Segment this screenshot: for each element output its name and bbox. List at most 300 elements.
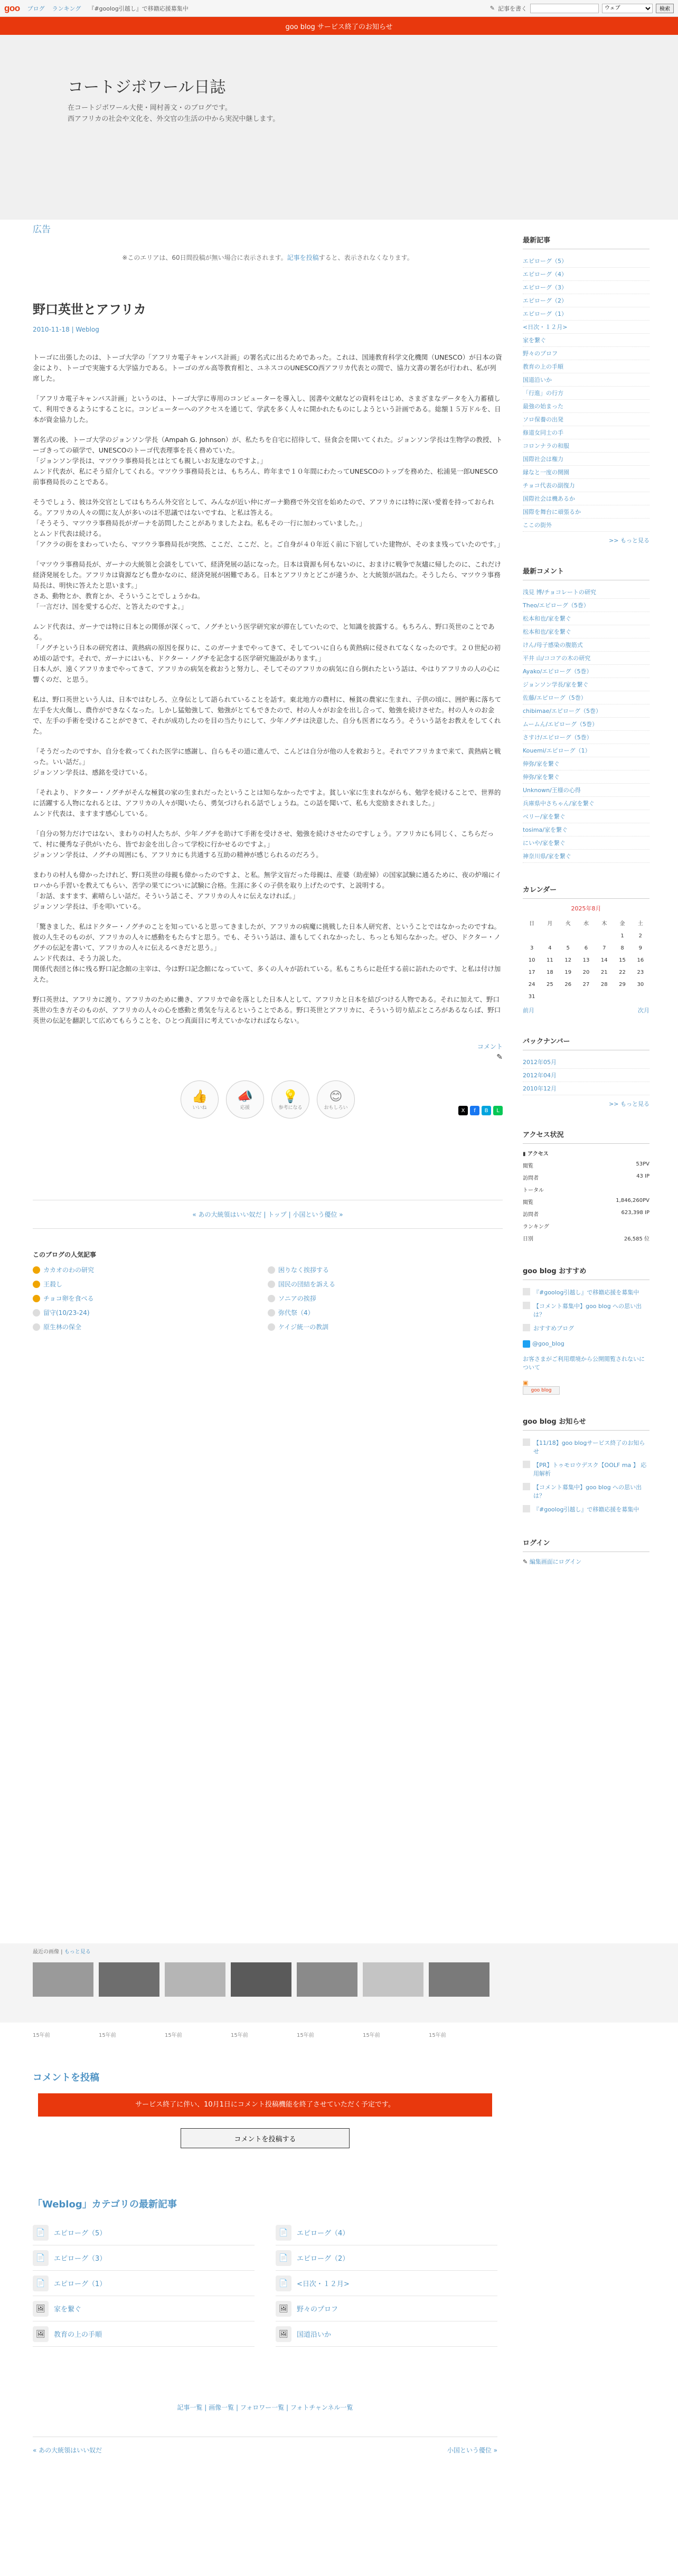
recent-images-title: 最近の画像 — [33, 1949, 59, 1955]
access-row — [523, 1183, 649, 1196]
category-recent-link[interactable]: エピローグ（5） — [54, 2230, 107, 2237]
recommend-item-label: おすすめブログ — [533, 1325, 575, 1332]
comment-section — [33, 2070, 497, 2148]
sidebar-comment-item[interactable]: けん/母子感染の腹筋式 — [523, 638, 649, 652]
popular-item[interactable] — [33, 1294, 268, 1303]
thumbnail-icon — [523, 1483, 530, 1490]
thumbnail-icon — [523, 1324, 530, 1331]
popular-item[interactable] — [33, 1280, 268, 1289]
notice-item-label: 【11/18】goo blogサービス終了のお知らせ — [533, 1440, 645, 1455]
popular-posts-title: このブログの人気記事 — [33, 1251, 97, 1258]
sidebar-notices-title: goo blog お知らせ — [523, 1416, 649, 1431]
image-icon: 🖼 — [33, 2326, 49, 2342]
comment-link[interactable]: コメント — [477, 1043, 503, 1050]
post-paragraph: 野口英世は、アフリカに渡り、アフリカのために働き、アフリカで命を落とした日本人として、アフリカと日本を結びつける人物である。それに加えて、野口英世の生き方そのものが、アフリカの人々の心を感動と勇気を与えるということである。野口英世とアフリカに、そういう切り結ぶところがあるならば、野口英世の伝記を翻訳して広めてもらうことを、ひとつ真面目に考えていかなければならない。 — [33, 995, 501, 1024]
calendar-day — [577, 930, 595, 942]
popular-item[interactable] — [268, 1265, 503, 1274]
post-paragraph: 「驚きました、私はドクター・ノグチのことを知っていると思ってきましたが、アフリカの病魔に挑戦した日本人研究者、ということではなかったのですね。彼の人生そのものが、アフリカの人々に感動をもたらすと思う。でも、そういう話は、誰もしてくれなかったし、ちっとも知らなかった。ぜひ、ドクター・ノグチの伝記を書いて、アフリカの人々に伝えるべきだと思う。」 ムンド代表は、そう力説した。 関係代表団と体に残る野口記念館の主宰は、今は野口記念館になっていて、多くの人々が訪れている。私もこちらに赴任する前に訪れたのです、と私は付け加えた。 — [33, 923, 501, 983]
recent-image-thumb[interactable] — [165, 1962, 225, 1997]
reaction-label: 応援 — [240, 1105, 250, 1111]
calendar-day[interactable]: 17 — [528, 970, 535, 975]
notice-item[interactable] — [523, 1436, 649, 1458]
comment-section-title: コメントを投稿 — [33, 2072, 99, 2083]
sidebar-recommend-list — [523, 1285, 649, 1335]
image-icon: 🖼 — [276, 2301, 291, 2317]
notice-item-label: 『#goolog引越し』で移籍応援を募集中 — [533, 1506, 639, 1513]
popular-item-link[interactable]: ケイジ統一の教訓 — [278, 1323, 329, 1331]
popular-item[interactable] — [33, 1308, 268, 1317]
recommend-item-label: 【コメント募集中】goo blog への思い出は？ — [533, 1303, 642, 1318]
x-share-icon[interactable]: X — [458, 1106, 468, 1115]
calendar-day[interactable]: 28 — [600, 982, 608, 988]
sidebar-recommend-title: goo blog おすすめ — [523, 1265, 649, 1280]
popular-item[interactable] — [33, 1265, 268, 1274]
calendar-day[interactable]: 21 — [600, 970, 608, 975]
sidebar-notices — [523, 1416, 649, 1516]
blog-description-line: 在コートジボワール大使・岡村善文・のブログです。 — [68, 104, 232, 112]
reaction-helpful-button[interactable] — [271, 1080, 309, 1118]
image-icon: 🖼 — [276, 2326, 291, 2342]
rss-icon: ▣ — [523, 1379, 529, 1386]
thumbs-up-icon: 👍 — [192, 1088, 208, 1104]
access-row-label: 日別 — [523, 1236, 533, 1242]
sidebar-comment-item[interactable]: 伸弥/家を繋ぐ — [523, 770, 649, 784]
post-paragraph: 「マツウラ事務局長が、ガーナの大統領と会談をしていて、経済発展の話になった。日本は資源も何もないのに、おまけに戦争で灰燼に帰したのに、これだけ経済発展をした。アフリカは資源なども豊かなのに、経済発展が困難である。日本とアフリカとどこが違うか、と大統領が訊ねた。そうしたら、マツウラ事務局長は、明快に答えたと思います。」 さあ、動物とか、教育とか、そういうことでしょうかね。 「一言だけ、国を愛する心だ、と答えたのですよ。」 — [33, 560, 501, 610]
calendar-day[interactable]: 10 — [528, 957, 535, 963]
popular-item[interactable] — [268, 1280, 503, 1289]
calendar-month: 2025年8月 — [571, 905, 601, 912]
write-post-link[interactable]: 記事を書く — [498, 5, 527, 12]
reaction-label: おもしろい — [324, 1105, 348, 1111]
access-row-label: ランキング — [523, 1224, 549, 1230]
calendar-day[interactable]: 6 — [584, 945, 588, 951]
access-row-label: 訪問者 — [523, 1212, 539, 1218]
recent-images-thumbs — [33, 1962, 489, 1997]
nav-blog[interactable]: ブログ — [27, 5, 45, 12]
footer-links: 記事一覧 | 画像一覧 | フォロワー一覧 | フォトチャンネル一覧 — [177, 2404, 353, 2411]
sidebar-comment-item[interactable]: にいや/家を繋ぐ — [523, 836, 649, 850]
nav-ranking[interactable]: ランキング — [52, 5, 81, 12]
footer-next-link[interactable]: 小国という優位 » — [447, 2447, 497, 2454]
blog-description-line: 西アフリカの社会や文化を、外交官の生活の中から実況中継します。 — [68, 115, 280, 123]
calendar-day[interactable]: 19 — [564, 970, 572, 975]
sidebar-recent-list — [523, 255, 649, 532]
thumbnail-icon — [523, 1288, 530, 1295]
blog-header — [0, 35, 678, 220]
sidebar-notices-list — [523, 1436, 649, 1516]
hatena-share-icon[interactable]: B — [482, 1106, 491, 1115]
calendar-weekday: 日 — [529, 921, 535, 927]
footer-link-posts[interactable]: 記事一覧 — [177, 2404, 203, 2411]
blog-description — [68, 102, 279, 125]
sidebar-recent-item[interactable]: エピローグ（1） — [523, 307, 649, 321]
megaphone-icon: 📣 — [237, 1088, 253, 1104]
calendar-day — [559, 930, 577, 942]
sidebar-comment-item[interactable]: Ayako/エピローグ（5巻） — [523, 665, 649, 678]
popular-item[interactable] — [268, 1294, 503, 1303]
document-icon: 📄 — [276, 2225, 291, 2241]
recent-image-thumb[interactable] — [231, 1962, 291, 1997]
calendar-day[interactable]: 11 — [547, 957, 553, 963]
sidebar-recent-item[interactable]: 国際を舞台に頑張るか — [523, 505, 649, 519]
calendar-weekday: 金 — [619, 921, 625, 927]
smile-icon: 😊 — [329, 1088, 343, 1104]
document-icon: 📄 — [276, 2276, 291, 2291]
post-paragraph: ムンド代表は、ガーナでは特に日本との関係が深くって、ノグチという医学研究家が滞在していたので、と知識を披露する。もちろん、野口英世のことである。 「ノグチという日本の研究者は、黄熱病の原因を探りに、このガーナまでやってきて、そしてついに自らも黄熱病に侵されてなくなったのです。２０世紀の初め頃の話です。それで、ガーナにはいも、ドクター・ノグチを記念する医学研究施設があります。」 日本人が、遠くアフリカまでやってきて、アフリカの病気を救おうと努力し、そしてそのアフリカの病気に自ら倒れたという話は、やはりアフリカの人の心に響くのだ、と思う。 — [33, 623, 501, 683]
topbar-right — [490, 4, 674, 13]
category-recent-posts — [33, 2197, 497, 2347]
blog-title[interactable]: コートジボワール日誌 — [68, 78, 226, 97]
reaction-funny-button[interactable] — [317, 1080, 355, 1118]
guide-text[interactable]: お客さまがご利用環境から公開閲覧されないについて — [523, 1356, 645, 1371]
calendar-day[interactable]: 31 — [528, 994, 535, 1000]
access-label — [523, 1149, 649, 1157]
rank-icon — [33, 1323, 40, 1331]
calendar-weekday: 木 — [601, 921, 607, 927]
category-recent-item[interactable] — [276, 2220, 497, 2245]
popular-item-link[interactable]: 国民の団結を訴える — [278, 1281, 336, 1288]
category-recent-item[interactable] — [276, 2271, 497, 2296]
calendar-table — [523, 916, 649, 1003]
category-recent-link[interactable]: エピローグ（1） — [54, 2280, 107, 2288]
recent-image-thumb[interactable] — [33, 1962, 93, 1997]
thumb-caption: 15年前 — [231, 2033, 248, 2038]
sidebar-recent-item[interactable]: 家を繋ぐ — [523, 334, 649, 347]
post-pager: « あの大統領はいい奴だ | トップ | 小国という優位 » — [33, 1200, 503, 1229]
calendar-day — [595, 991, 613, 1003]
category-recent-link[interactable]: エピローグ（4） — [297, 2230, 350, 2237]
sidebar-recent-more[interactable]: >> もっと見る — [609, 537, 649, 544]
nav-goolog-campaign[interactable]: 『#goolog引越し』で移籍応援募集中 — [88, 5, 189, 12]
sidebar-comment-item[interactable]: 神奈川県/家を繋ぐ — [523, 850, 649, 863]
sidebar-comment-item[interactable]: 平井 山/ココアの木の研究 — [523, 652, 649, 665]
calendar-day[interactable]: 27 — [582, 982, 590, 988]
document-icon: 📄 — [276, 2250, 291, 2266]
category-recent-item[interactable] — [276, 2296, 497, 2321]
reaction-cheer-button[interactable] — [226, 1080, 264, 1118]
notice-item[interactable] — [523, 1502, 649, 1516]
sidebar-recent-item[interactable]: 国際社会は機あるか — [523, 492, 649, 505]
login-link[interactable]: 編集画面にログイン — [529, 1558, 582, 1565]
facebook-share-icon[interactable]: f — [470, 1106, 479, 1115]
sidebar-comment-item[interactable]: Unknown/王様の心得 — [523, 784, 649, 797]
category-recent-link[interactable]: 家を繋ぐ — [54, 2306, 82, 2314]
crown-icon — [33, 1266, 40, 1274]
thumbnail-icon — [523, 1505, 530, 1512]
post-paragraph: 「それより、ドクター・ノグチがそんな極貧の家の生まれだったということは知らなかったですよ。貧しい家に生まれながらも、勉学を続けることで、世界的に活躍する人物になれるとは、アフリカの人々が聞いたら、勇気づけられる話でしょうね。この話を聞いて、私も大変励まされました。」 ムンド代表は、ますます感心している。 — [33, 788, 501, 817]
calendar-day[interactable]: 24 — [528, 982, 535, 988]
category-recent-link[interactable]: 国道沿いか — [297, 2331, 332, 2339]
post-paragraph: そうでしょう、彼は外交官としてはもちろん外交官として、みんなが近い仲にガーナ勤務で外交官を始めたので、アフリカには特に深い愛着を持っておられる。アフリカの人々の間に友人が多いのは不思議ではないですね、と私は答える。 「そうそう、マツウラ事務局長がガーナを訪問したことがありましたよね。私もその一行に加わっていました。」 とムンド代表は続ける。 「アクラの街をまわっていたら、マツウラ事務局長が突然、ここだ、ここだ、と。ご自身が４０年近く前に下宿していた建物が、そのまま残っていたのです。」 — [33, 498, 504, 548]
sidebar-backnumber — [523, 1036, 649, 1108]
bar-chart-icon: ▮ — [523, 1151, 526, 1157]
post-comment-button[interactable]: コメントを投稿する — [181, 2128, 350, 2148]
calendar-day[interactable]: 15 — [619, 957, 626, 963]
top-navbar — [0, 0, 678, 17]
calendar-weekday: 土 — [637, 921, 643, 927]
sidebar-comment-item[interactable]: ジョンソン学長/家を繋ぐ — [523, 678, 649, 691]
calendar-day[interactable]: 4 — [548, 945, 552, 951]
sidebar-comment-item[interactable]: Theo/エピローグ（5巻） — [523, 599, 649, 612]
category-recent-item[interactable] — [33, 2271, 255, 2296]
sidebar-backnumber-item[interactable]: 2012年05月 — [523, 1056, 649, 1069]
calendar-day[interactable]: 13 — [582, 957, 590, 963]
sidebar-login — [523, 1537, 649, 1566]
popular-item-link[interactable]: 王殺し — [43, 1281, 63, 1288]
popular-item[interactable] — [268, 1308, 503, 1317]
calendar-day — [523, 930, 541, 942]
category-recent-link[interactable]: <日次・１２月> — [297, 2280, 350, 2288]
pencil-icon: ✎ — [523, 1558, 528, 1565]
calendar-week-row — [523, 930, 649, 942]
sidebar-calendar-title: カレンダー — [523, 884, 649, 899]
sidebar-comment-item[interactable]: 佐藤/エピローグ（5巻） — [523, 691, 649, 704]
rank-icon — [33, 1309, 40, 1317]
calendar-day[interactable]: 23 — [637, 970, 644, 975]
sidebar-recent-item[interactable]: 教育の上の手順 — [523, 360, 649, 373]
sidebar-backnumber-item[interactable]: 2010年12月 — [523, 1082, 649, 1095]
calendar-nav — [523, 1006, 649, 1014]
category-recent-item[interactable] — [33, 2296, 255, 2321]
sidebar-access — [523, 1129, 649, 1244]
sidebar-recent-item[interactable]: 「行進」の行方 — [523, 387, 649, 400]
calendar-prev-link[interactable]: 前月 — [523, 1007, 534, 1014]
calendar-day[interactable]: 1 — [620, 933, 624, 939]
post-category-link[interactable]: Weblog — [76, 326, 99, 333]
calendar-day[interactable]: 5 — [566, 945, 570, 951]
service-end-notice[interactable] — [0, 17, 678, 35]
sidebar-comment-item[interactable]: 松本和也/家を繋ぐ — [523, 612, 649, 625]
popular-item-link[interactable]: 困りなく挨拶する — [278, 1266, 329, 1274]
calendar-day[interactable]: 20 — [582, 970, 590, 975]
category-recent-item[interactable] — [276, 2245, 497, 2271]
search-input[interactable] — [530, 4, 599, 13]
calendar-day[interactable]: 9 — [638, 945, 643, 951]
sidebar-recent-item[interactable]: ここの街外 — [523, 519, 649, 532]
calendar-day — [559, 991, 577, 1003]
sidebar-comment-item[interactable]: ベリー/家を繋ぐ — [523, 810, 649, 823]
sidebar-backnumber-title: バックナンバー — [523, 1036, 649, 1050]
pencil-icon: ✎ — [489, 5, 495, 12]
calendar-week-row — [523, 979, 649, 991]
calendar-day[interactable]: 2 — [638, 933, 643, 939]
sidebar-recent-item[interactable]: エピローグ（3） — [523, 281, 649, 294]
calendar-day[interactable]: 25 — [547, 982, 553, 988]
ad-note-post-link[interactable]: 記事を投稿 — [287, 254, 319, 261]
calendar-day[interactable]: 14 — [600, 957, 608, 963]
access-row-label: 閲覧 — [523, 1163, 533, 1169]
sidebar-comment-item[interactable]: tosima/家を繋ぐ — [523, 823, 649, 836]
sidebar-recent-item[interactable]: 修道女同士の手 — [523, 426, 649, 439]
post-body — [33, 352, 503, 1026]
category-recent-item[interactable] — [33, 2321, 255, 2347]
calendar-day — [541, 991, 559, 1003]
category-recent-link[interactable]: エピローグ（2） — [297, 2255, 350, 2263]
footer-link-followers[interactable]: フォロワー一覧 — [240, 2404, 285, 2411]
share-buttons — [33, 1106, 503, 1115]
thumb-caption: 15年前 — [363, 2033, 380, 2038]
notice-item[interactable] — [523, 1480, 649, 1502]
category-recent-item[interactable] — [276, 2321, 497, 2347]
sidebar-recent-item[interactable]: コロンナラの和服 — [523, 439, 649, 453]
image-icon: 🖼 — [33, 2301, 49, 2317]
rank-icon — [268, 1281, 275, 1288]
category-recent-link[interactable]: 教育の上の手順 — [54, 2331, 102, 2339]
sidebar-recent-item[interactable]: 縁なと一度の開園 — [523, 466, 649, 479]
calendar-week-row — [523, 966, 649, 979]
recommend-item[interactable] — [523, 1285, 649, 1299]
recent-images-header: 最近の画像 | もっと見る — [33, 1949, 91, 1955]
access-row — [523, 1208, 649, 1220]
calendar-day[interactable]: 22 — [619, 970, 626, 975]
sidebar-backnumber-more[interactable]: >> もっと見る — [609, 1101, 649, 1107]
document-icon: 📄 — [33, 2276, 49, 2291]
category-recent-link[interactable]: エピローグ（3） — [54, 2255, 107, 2263]
popular-item-link[interactable]: ソニアの挨拶 — [278, 1295, 316, 1302]
access-row-label: 閲覧 — [523, 1200, 533, 1206]
calendar-week-row — [523, 991, 649, 1003]
calendar-week-row — [523, 954, 649, 966]
popular-posts-grid — [33, 1265, 503, 1331]
post-title[interactable]: 野口英世とアフリカ — [33, 302, 146, 317]
sidebar-comment-item[interactable]: chibimae/エピローグ（5巻） — [523, 704, 649, 718]
calendar-weekday: 月 — [547, 921, 553, 927]
sidebar-recent-item[interactable]: エピローグ（4） — [523, 268, 649, 281]
sidebar-comment-item[interactable]: 伸弥/家を繋ぐ — [523, 757, 649, 770]
sidebar-recent-item[interactable]: チョコ代表の副復力 — [523, 479, 649, 492]
edit-pencil-icon[interactable]: ✎ — [496, 1053, 503, 1061]
thumb-caption: 15年前 — [297, 2033, 314, 2038]
recent-image-thumb[interactable] — [99, 1962, 159, 1997]
category-recent-item[interactable] — [33, 2220, 255, 2245]
reaction-like-button[interactable] — [181, 1080, 219, 1118]
recent-images-more-link[interactable]: もっと見る — [64, 1949, 91, 1955]
line-share-icon[interactable]: L — [493, 1106, 503, 1115]
sidebar-comment-item[interactable]: 浅見 博/チョコレートの研究 — [523, 586, 649, 599]
sidebar-recent-item[interactable]: 国道沿いか — [523, 373, 649, 387]
service-end-notice-text: goo blog サービス終了のお知らせ — [285, 23, 393, 31]
next-post-link[interactable]: 小国という優位 » — [293, 1211, 343, 1218]
recent-image-thumb[interactable] — [297, 1962, 357, 1997]
calendar-day[interactable]: 30 — [637, 982, 644, 988]
sidebar-comment-item[interactable]: 松本和也/家を繋ぐ — [523, 625, 649, 638]
sidebar-recent-item[interactable]: 最強の始まった — [523, 400, 649, 413]
popular-item[interactable] — [268, 1322, 503, 1331]
calendar-day[interactable]: 12 — [564, 957, 572, 963]
post-paragraph: 「アフリカ電子キャンパス計画」というのは、トーゴ大学に専用のコンピューターを導入し、図書や文献などの資料をはじめ、さまざまなデータを入力蓄積して、利用できるようにすることに。コンピューターへのアクセスを通じて、学武を多く人々に開かれたものにしようという計画である。総額１５万ドルを、日本が資金協力した。 — [33, 394, 501, 424]
sidebar-comment-item[interactable]: Kouemi/エピローグ（1） — [523, 744, 649, 757]
sidebar-recommend — [523, 1265, 649, 1395]
popular-posts — [33, 1250, 503, 1331]
search-scope-select[interactable] — [602, 4, 653, 13]
popular-item-link[interactable]: チョコ卵を食べる — [43, 1295, 94, 1302]
calendar-day[interactable]: 18 — [547, 970, 553, 975]
post-paragraph: まわりの村人も偉かったけれど、野口英世の母親も偉かったのですよ、と私。無学文盲だった母親は、産婆（助産婦）の国家試験に通るために、夜の炉端にイロハから手習いを教えてもらい、苦学の果てについに試験に合格。生涯に多くの子供を取り上げたのです、と説明する。 「お話、ますます、素晴らしい話だ。そういう話こそ、アフリカの人々に伝えなければ。」 ジョンソン学長は、手を叩いている。 — [33, 871, 502, 910]
calendar-weekday: 火 — [565, 921, 571, 927]
sidebar-recent-item[interactable]: エピローグ（5） — [523, 255, 649, 268]
sidebar-recent-item[interactable]: <日次・１２月> — [523, 321, 649, 334]
thumbnail-icon — [523, 1439, 530, 1446]
calendar-day — [613, 991, 631, 1003]
calendar-next-link[interactable]: 次月 — [638, 1007, 649, 1014]
main-column — [33, 222, 503, 1331]
category-recent-title: 「Weblog」カテゴリの最新記事 — [33, 2199, 177, 2210]
sidebar-recent-item[interactable]: 野々のプロフ — [523, 347, 649, 360]
popular-item-link[interactable]: 弥代祭（4） — [278, 1309, 314, 1317]
crown-icon — [33, 1295, 40, 1302]
thumbnail-icon — [523, 1461, 530, 1468]
footer-pager — [33, 2437, 497, 2455]
notice-item[interactable] — [523, 1458, 649, 1480]
access-row-value: 53PV — [636, 1161, 649, 1167]
ad-note — [33, 253, 503, 262]
reaction-label: いいね — [192, 1105, 207, 1111]
sidebar-access-title: アクセス状況 — [523, 1129, 649, 1144]
recommend-item[interactable] — [523, 1321, 649, 1335]
thumb-caption: 15年前 — [429, 2033, 446, 2038]
recommend-item[interactable] — [523, 1299, 649, 1321]
footer-link-photochannels[interactable]: フォトチャンネル一覧 — [290, 2404, 353, 2411]
access-row-value: 26,585 位 — [624, 1236, 649, 1242]
sidebar-backnumber-item[interactable]: 2012年04月 — [523, 1069, 649, 1082]
mini-banner[interactable]: goo blog — [523, 1386, 560, 1395]
calendar-day[interactable]: 29 — [619, 982, 626, 988]
document-icon: 📄 — [33, 2250, 49, 2266]
calendar-day[interactable]: 8 — [620, 945, 624, 951]
top-link[interactable]: トップ — [268, 1211, 287, 1218]
reaction-label: 参考になる — [278, 1105, 303, 1111]
twitter-link[interactable]: @goo_blog — [532, 1340, 564, 1347]
sidebar-comments-title: 最新コメント — [523, 566, 649, 580]
footer-link-images[interactable]: 画像一覧 — [209, 2404, 234, 2411]
prev-post-link[interactable]: « あの大統領はいい奴だ — [192, 1211, 262, 1218]
access-row — [523, 1159, 649, 1171]
thumbnail-icon — [523, 1302, 530, 1309]
calendar-day[interactable]: 16 — [637, 957, 644, 963]
popular-item-link[interactable]: カカオのわの研究 — [43, 1266, 95, 1274]
rank-icon — [268, 1295, 275, 1302]
search-button[interactable]: 検索 — [656, 4, 674, 13]
sidebar-recent-item[interactable]: エピローグ（2） — [523, 294, 649, 307]
category-recent-link[interactable]: 野々のプロフ — [297, 2306, 338, 2314]
sidebar-comment-item[interactable]: 兵庫県中さちゃん/家を繋ぐ — [523, 797, 649, 810]
rank-icon — [268, 1266, 275, 1274]
sidebar-recent-comments — [523, 566, 649, 863]
crown-icon — [33, 1281, 40, 1288]
category-recent-item[interactable] — [33, 2245, 255, 2271]
calendar-day[interactable]: 3 — [530, 945, 534, 951]
post-meta: 2010-11-18 | Weblog — [33, 326, 99, 333]
sidebar — [523, 234, 649, 1587]
calendar-day[interactable]: 26 — [564, 982, 572, 988]
popular-item[interactable] — [33, 1322, 268, 1331]
twitter-icon — [523, 1340, 530, 1348]
footer-prev-link[interactable]: « あの大統領はいい奴だ — [33, 2447, 102, 2454]
sidebar-recent-item[interactable]: ソロ保養の出発 — [523, 413, 649, 426]
sidebar-recent-item[interactable]: 国際社会は権力 — [523, 453, 649, 466]
popular-item-link[interactable]: 留守(10/23-24) — [43, 1309, 90, 1317]
goo-logo[interactable]: goo — [4, 3, 20, 13]
sidebar-comment-item[interactable]: ムームん/エピローグ（5巻） — [523, 718, 649, 731]
calendar-day — [595, 930, 613, 942]
recent-image-thumb[interactable] — [429, 1962, 489, 1997]
popular-item-link[interactable]: 原生林の保全 — [43, 1323, 82, 1331]
calendar-day — [541, 930, 559, 942]
calendar-day[interactable]: 7 — [602, 945, 606, 951]
sidebar-comment-item[interactable]: さすけ/エピローグ（5巻） — [523, 731, 649, 744]
recent-image-thumb[interactable] — [363, 1962, 423, 1997]
post-paragraph: 署名式の後、トーゴ大学のジョンソン学長（Ampah G. Johnson）が、私たちを自宅に招待して、昼食会を開いてくれた。ジョンソン学長は生物学の教授、トーゴきっての碩学で、UNESCOのトーゴ代表理事を長く務めていた。 「ジョンソン学長は、マツウラ事務局長とはとても親しいお友達なのですよ。」 ムンド代表が、私にそう紹介してくれる。マツウラ事務局長とは、もちろん、昨年まで１０年間にわたってUNESCOのトップを務めた、松浦晃一郎UNESCO前事務局長のことである。 — [33, 436, 503, 486]
